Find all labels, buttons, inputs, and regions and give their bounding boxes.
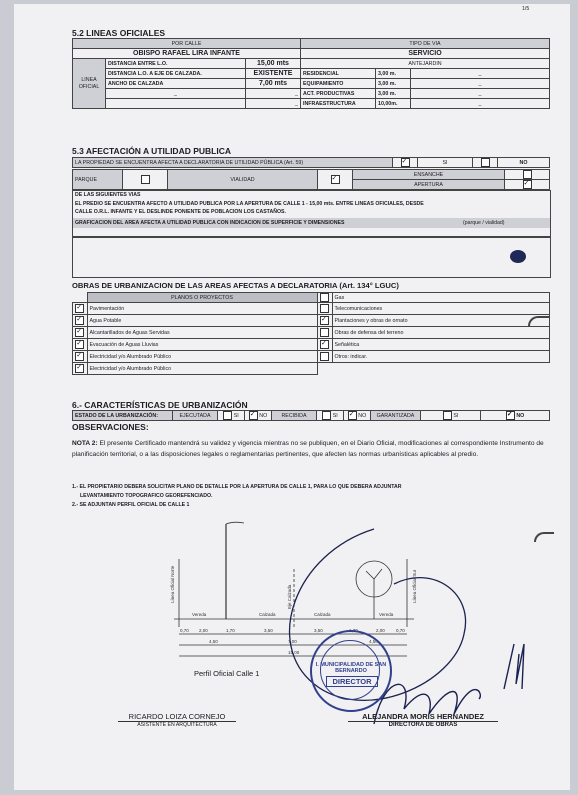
- obra-label-right: Telecomunicaciones: [332, 303, 550, 315]
- garantizada-si-checkbox[interactable]: [443, 411, 452, 420]
- obra-label-left: Evacuación de Aguas Lluvias: [87, 339, 317, 351]
- dim-top: 1,70: [226, 628, 235, 633]
- obras-heading: OBRAS DE URBANIZACION DE LAS AREAS AFECTAS A DECLARATORIA (Art. 134° LGUC): [72, 281, 399, 290]
- dim-top: 0,70: [180, 628, 189, 633]
- tipo-via-header: TIPO DE VIA: [301, 39, 550, 49]
- si-checkbox[interactable]: [401, 158, 410, 167]
- vias-box: [72, 190, 551, 238]
- segment-label: Vereda: [192, 612, 207, 617]
- obra-label-left: Alcantarillados de Aguas Servidas: [87, 327, 317, 339]
- lo-row-label: DISTANCIA ENTRE L.O.: [106, 59, 246, 69]
- dim-total: 15,00: [288, 650, 300, 655]
- dim-top: 3,50: [314, 628, 323, 633]
- obra-label-left: Electricidad y/o Alumbrado Público: [87, 363, 317, 375]
- vias-text-2: CALLE O.R.L. INFANTE Y EL DESLINDE PONIENTE DE POBLACION LOS CASTAÑOS.: [75, 209, 286, 215]
- dim-mid: 7,00: [288, 639, 297, 644]
- afectacion-table: [72, 157, 550, 168]
- antejardin-use: INFRAESTRUCTURA: [301, 99, 376, 109]
- obra-checkbox-left[interactable]: [75, 304, 84, 313]
- obras-table: [72, 292, 550, 375]
- ejecutada-no-checkbox[interactable]: [249, 411, 258, 420]
- antejardin-use: ACT. PRODUCTIVAS: [301, 89, 376, 99]
- lo-row-label: _: [106, 89, 246, 99]
- dim-top: 0,70: [396, 628, 405, 633]
- lo-row-value: 15,00 mts: [246, 59, 301, 69]
- antejardin-extra: _: [411, 89, 550, 99]
- graficacion-label: GRAFICACION DEL AREA AFECTA A UTILIDAD PUBLICA CON INDICACION DE SUPERFICIE Y DIMENSIONES: [75, 220, 345, 226]
- ejecutada-si-checkbox[interactable]: [223, 411, 232, 420]
- no-label: NO: [516, 412, 525, 419]
- lo-row-label: DISTANCIA L.O. A EJE DE CALZADA.: [106, 69, 246, 79]
- antejardin-header: ANTEJARDIN: [301, 59, 550, 69]
- parque-label: PARQUE: [73, 170, 123, 190]
- dim-top: 2,00: [376, 628, 385, 633]
- ensanche-checkbox[interactable]: [523, 170, 532, 179]
- line-right-label: Línea Oficial Sur: [412, 569, 417, 603]
- graficacion-area: [72, 236, 551, 278]
- parque-vialidad-table: [72, 169, 550, 190]
- municipal-stamp: [310, 630, 392, 712]
- si-label: SI: [453, 412, 459, 419]
- line-left-label: Línea Oficial Norte: [170, 565, 175, 603]
- recibida-label: RECIBIDA: [272, 411, 317, 421]
- dim-top: 1,70: [349, 628, 358, 633]
- parque-checkbox[interactable]: [141, 175, 150, 184]
- vias-heading: DE LAS SIGUIENTES VIAS: [75, 192, 141, 198]
- antejardin-extra: _: [411, 99, 550, 109]
- si-label: SI: [233, 412, 239, 419]
- signer-left-name: RICARDO LOIZA CORNEJO: [128, 712, 226, 721]
- obra-checkbox-left[interactable]: [75, 364, 84, 373]
- dim-top: 3,50: [264, 628, 273, 633]
- obra-checkbox-right[interactable]: [320, 352, 329, 361]
- servicio-value: SERVICIO: [301, 49, 550, 59]
- antejardin-use: RESIDENCIAL: [301, 69, 376, 79]
- obra-checkbox-right[interactable]: [320, 304, 329, 313]
- garantizada-label: GARANTIZADA: [371, 411, 421, 421]
- obra-checkbox-left[interactable]: [75, 340, 84, 349]
- estado-label: ESTADO DE LA URBANIZACIÓN:: [73, 411, 173, 421]
- antejardin-value: 3,00 m.: [376, 79, 411, 89]
- obs-item-1-cont: LEVANTAMIENTO TOPOGRAFICO GEOREFENCIADO.: [80, 493, 213, 499]
- antejardin-extra: _: [411, 69, 550, 79]
- segment-label: Calzada: [259, 612, 276, 617]
- eje-label: Eje Calzada: [287, 584, 292, 609]
- no-checkbox[interactable]: [481, 158, 490, 167]
- obra-label-left: Agua Potable: [87, 315, 317, 327]
- document-page: [14, 4, 570, 790]
- linea-oficial-label: LINEA OFICIAL: [73, 59, 106, 109]
- nota-2-text: El presente Certificado mantendrá su validez y vigencia mientras no se publiquen, en el Diario Oficial, modificaciones al correspondiente Instrumento de planificación territorial, o a las disposiciones legales o reglamentarias pertinentes, que afecten las normas urbanísticas aplicables al predio.: [72, 440, 544, 458]
- street-lamp-arm: [226, 522, 244, 524]
- recibida-no-checkbox[interactable]: [348, 411, 357, 420]
- si-label: SI: [418, 158, 473, 168]
- antejardin-value: 3,00 m.: [376, 89, 411, 99]
- section-5-2-heading: 5.2 LINEAS OFICIALES: [72, 28, 166, 38]
- section-6-heading: 6.- CARACTERÍSTICAS DE URBANIZACIÓN: [72, 400, 248, 410]
- stamp-ring-text: I. MUNICIPALIDAD DE SAN BERNARDO: [315, 662, 387, 674]
- planos-header: PLANOS O PROYECTOS: [87, 293, 317, 303]
- obra-label-left: Pavimentación: [87, 303, 317, 315]
- antejardin-value: 10,00m.: [376, 99, 411, 109]
- garantizada-no-checkbox[interactable]: [506, 411, 515, 420]
- antejardin-extra: _: [411, 79, 550, 89]
- obra-label-right: Plantaciones y obras de ornato: [332, 315, 550, 327]
- page-number: 1/5: [522, 6, 530, 12]
- stamp-center-text: DIRECTOR: [326, 676, 378, 687]
- obra-checkbox-right[interactable]: [320, 340, 329, 349]
- apertura-label: APERTURA: [353, 180, 505, 190]
- profile-caption: Perfil Oficial Calle 1: [194, 669, 260, 678]
- obra-label-right: Obras de defensa del terreno: [332, 327, 550, 339]
- nota-2-label: NOTA 2:: [72, 440, 98, 447]
- signer-right-title: DIRECTORA DE OBRAS: [388, 722, 458, 728]
- lo-row-value: _: [246, 99, 301, 109]
- obs-item-1: 1.- EL PROPIETARIO DEBERA SOLICITAR PLANO DE DETALLE POR LA APERTURA DE CALLE 1, PARA LO QUE DEBERA ADJUNTAR: [72, 484, 402, 490]
- segment-label: Vereda: [379, 612, 394, 617]
- section-5-3-heading: 5.3 AFECTACIÓN A UTILIDAD PUBLICA: [72, 146, 231, 156]
- lo-row-label: ANCHO DE CALZADA: [106, 79, 246, 89]
- obra-checkbox-right[interactable]: [320, 293, 329, 302]
- obra-label-left: Electricidad y/o Alumbrado Público: [87, 351, 317, 363]
- obra-checkbox-left[interactable]: [75, 328, 84, 337]
- no-label: NO: [358, 412, 367, 419]
- obra-label-right: Señalética: [332, 339, 550, 351]
- binder-hole: [510, 250, 526, 263]
- observaciones-heading: OBSERVACIONES:: [72, 422, 149, 432]
- obs-item-2: 2.- SE ADJUNTAN PERFIL OFICIAL DE CALLE 1: [72, 502, 190, 508]
- obra-checkbox-left[interactable]: [75, 316, 84, 325]
- segment-label: Calzada: [314, 612, 331, 617]
- graficacion-note: (parque / vialidad): [463, 220, 505, 226]
- obra-label-right: Gas: [332, 293, 550, 303]
- street-name: OBISPO RAFAEL LIRA INFANTE: [73, 49, 301, 59]
- afectacion-question: LA PROPIEDAD SE ENCUENTRA AFECTA A DECLARATORIA DE UTILIDAD PÚBLICA (Art. 59): [73, 158, 393, 168]
- punch-mark: [528, 316, 550, 326]
- lo-row-value: _: [246, 89, 301, 99]
- ejecutada-label: EJECUTADA: [173, 411, 218, 421]
- lineas-oficiales-table: [72, 38, 550, 109]
- vialidad-label: VIALIDAD: [168, 170, 318, 190]
- signer-right-name: ALEJANDRA MORIS HERNANDEZ: [362, 712, 484, 721]
- obra-checkbox-right[interactable]: [320, 316, 329, 325]
- vialidad-checkbox[interactable]: [331, 175, 340, 184]
- dim-mid: 4,50: [369, 639, 378, 644]
- obra-label-right: Otros: indicar.: [332, 351, 550, 363]
- apertura-checkbox[interactable]: [523, 180, 532, 189]
- si-label: SI: [332, 412, 338, 419]
- lo-row-label: [106, 99, 246, 109]
- signer-left-title: ASISTENTE EN ARQUITECTURA: [137, 722, 217, 728]
- obra-checkbox-left[interactable]: [75, 352, 84, 361]
- ensanche-label: ENSANCHE: [353, 170, 505, 180]
- lo-row-value: EXISTENTE: [246, 69, 301, 79]
- lo-row-value: 7,00 mts: [246, 79, 301, 89]
- antejardin-use: EQUIPAMIENTO: [301, 79, 376, 89]
- dim-mid: 4,50: [209, 639, 218, 644]
- no-label: NO: [259, 412, 268, 419]
- antejardin-value: 3,00 m.: [376, 69, 411, 79]
- nota-2: [72, 438, 554, 460]
- vias-text-1: EL PREDIO SE ENCUENTRA AFECTO A UTILIDAD PUBLICA POR LA APERTURA DE CALLE 1 - 15,00 mts. ENTRE LINEAS OFICIALES, DESDE: [75, 201, 424, 207]
- obra-checkbox-right[interactable]: [320, 328, 329, 337]
- no-label: NO: [498, 158, 550, 168]
- por-calle-header: POR CALLE: [73, 39, 301, 49]
- dim-top: 2,00: [199, 628, 208, 633]
- urbanizacion-table: [72, 410, 550, 421]
- recibida-si-checkbox[interactable]: [322, 411, 331, 420]
